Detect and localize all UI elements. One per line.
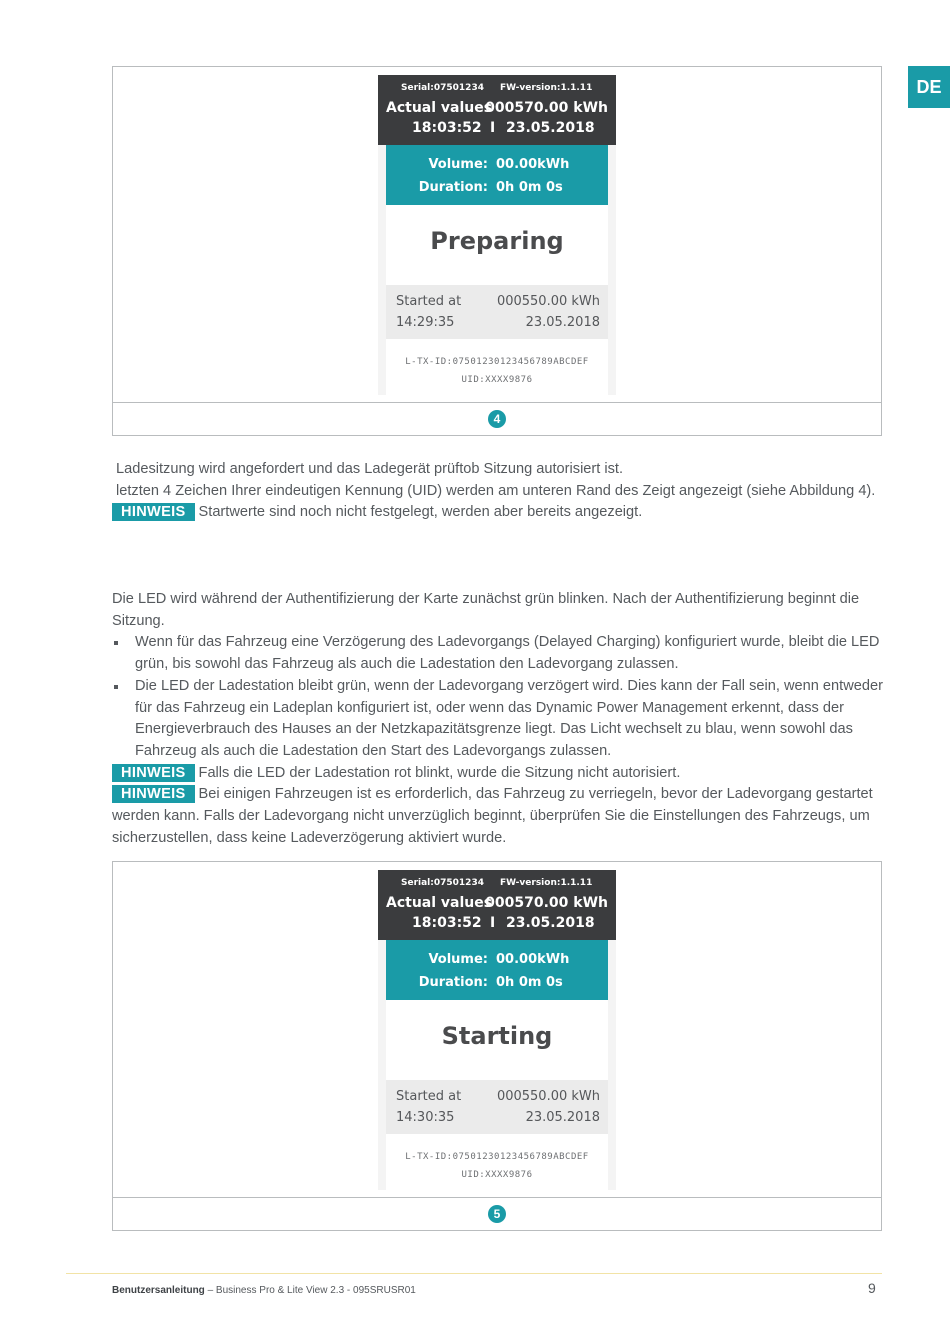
hint-label: HINWEIS — [112, 503, 195, 521]
manual-subtitle: – Business Pro & Lite View 2.3 - 095SRUSR01 — [204, 1285, 416, 1296]
display-body — [386, 205, 608, 395]
hint-label: HINWEIS — [112, 764, 195, 782]
bullet-list — [112, 632, 884, 762]
list-item: Die LED der Ladestation bleibt grün, wenn der Ladevorgang verzögert wird. Dies kann der Fall sein, wenn entweder für das Fahrzeug ein Ladeplan konfiguriert ist, oder wenn das Dynamic Power Management erkennt, dass der Energieverbrauch des Hauses an der Netzkapazitätsgrenze liegt. Das Licht wechselt zu blau, wenn sowohl das Fahrzeug als auch die Ladestation den Start des Ladevorgangs zulassen. — [112, 676, 884, 763]
charger-display-screen — [378, 75, 616, 395]
current-time: 18:03:52 — [412, 120, 482, 136]
charger-display-screen — [378, 870, 616, 1190]
session-summary — [386, 940, 608, 1000]
serial-number: Serial:07501234 — [401, 83, 484, 93]
figure-image-area — [113, 67, 881, 403]
section-1-text — [112, 459, 884, 524]
duration-label: Duration: — [418, 975, 488, 990]
started-date: 23.05.2018 — [525, 1110, 600, 1125]
started-info-box — [386, 1080, 608, 1134]
started-time: 14:29:35 — [396, 315, 455, 330]
figure-5 — [112, 861, 882, 1231]
figure-number-row — [113, 403, 881, 435]
hint-label: HINWEIS — [112, 785, 195, 803]
footer-divider — [66, 1273, 882, 1274]
actual-values-label: Actual values — [386, 895, 493, 911]
started-kwh: 000550.00 kWh — [496, 1089, 600, 1104]
volume-label: Volume: — [428, 952, 488, 967]
serial-number: Serial:07501234 — [401, 878, 484, 888]
volume-value: 00.00kWh — [496, 952, 570, 967]
transaction-id: L-TX-ID:07501230123456789ABCDEF — [405, 1152, 589, 1162]
volume-label: Volume: — [428, 157, 488, 172]
actual-values-label: Actual values — [386, 100, 493, 116]
user-id: UID:XXXX9876 — [461, 375, 533, 385]
actual-values-kwh: 000570.00 kWh — [485, 895, 608, 911]
paragraph: letzten 4 Zeichen Ihrer eindeutigen Kennung (UID) werden am unteren Rand des Zeigt angezeigt (siehe Abbildung 4). — [116, 482, 876, 499]
figure-number-badge: 4 — [488, 410, 506, 428]
firmware-version: FW-version:1.1.11 — [500, 878, 593, 888]
started-at-label: Started at — [396, 1089, 462, 1104]
firmware-version: FW-version:1.1.11 — [500, 83, 593, 93]
language-tab: DE — [908, 66, 950, 108]
hint-text: Bei einigen Fahrzeugen ist es erforderlich, das Fahrzeug zu verriegeln, bevor der Ladevorgang gestartet werden kann. Falls der Ladevorgang nicht unverzüglich beginnt, überprüfen Sie die Einstellungen des Fahrzeugs, um sicherzustellen, dass keine Ladeverzögerung aktiviert wurde. — [112, 786, 873, 846]
paragraph: Die LED wird während der Authentifizierung der Karte zunächst grün blinken. Nach der Authentifizierung beginnt die Sitzung. — [112, 591, 860, 629]
current-date: 23.05.2018 — [506, 120, 595, 136]
separator: I — [490, 915, 496, 931]
figure-number-badge: 5 — [488, 1205, 506, 1223]
started-date: 23.05.2018 — [525, 315, 600, 330]
list-item: Wenn für das Fahrzeug eine Verzögerung des Ladevorgangs (Delayed Charging) konfiguriert wurde, bleibt die LED grün, bis sowohl das Fahrzeug als auch die Ladestation den Ladevorgang zulassen. — [112, 632, 884, 675]
page-number: 9 — [868, 1280, 876, 1296]
duration-label: Duration: — [418, 180, 488, 195]
hint-paragraph — [112, 502, 884, 524]
display-header — [378, 75, 616, 145]
started-at-label: Started at — [396, 294, 462, 309]
current-date: 23.05.2018 — [506, 915, 595, 931]
hint-paragraph — [112, 784, 884, 849]
separator: I — [490, 120, 496, 136]
manual-title: Benutzersanleitung — [112, 1285, 205, 1296]
figure-image-area — [113, 862, 881, 1198]
section-2-text — [112, 589, 884, 849]
duration-value: 0h 0m 0s — [496, 975, 563, 990]
started-info-box — [386, 285, 608, 339]
hint-paragraph — [112, 763, 884, 785]
actual-values-kwh: 000570.00 kWh — [485, 100, 608, 116]
session-status: Preparing — [430, 227, 564, 255]
user-id: UID:XXXX9876 — [461, 1170, 533, 1180]
hint-text: Falls die LED der Ladestation rot blinkt, wurde die Sitzung nicht autorisiert. — [198, 764, 681, 781]
paragraph: Ladesitzung wird angefordert und das Ladegerät prüftob Sitzung autorisiert ist. — [116, 461, 624, 477]
volume-value: 00.00kWh — [496, 157, 570, 172]
transaction-id: L-TX-ID:07501230123456789ABCDEF — [405, 357, 589, 367]
session-summary — [386, 145, 608, 205]
duration-value: 0h 0m 0s — [496, 180, 563, 195]
hint-text: Startwerte sind noch nicht festgelegt, werden aber bereits angezeigt. — [198, 504, 643, 521]
display-body — [386, 1000, 608, 1190]
started-kwh: 000550.00 kWh — [496, 294, 600, 309]
session-status: Starting — [441, 1022, 553, 1050]
current-time: 18:03:52 — [412, 915, 482, 931]
figure-number-row — [113, 1198, 881, 1230]
display-header — [378, 870, 616, 940]
figure-4 — [112, 66, 882, 436]
footer-title — [112, 1285, 416, 1296]
started-time: 14:30:35 — [396, 1110, 455, 1125]
